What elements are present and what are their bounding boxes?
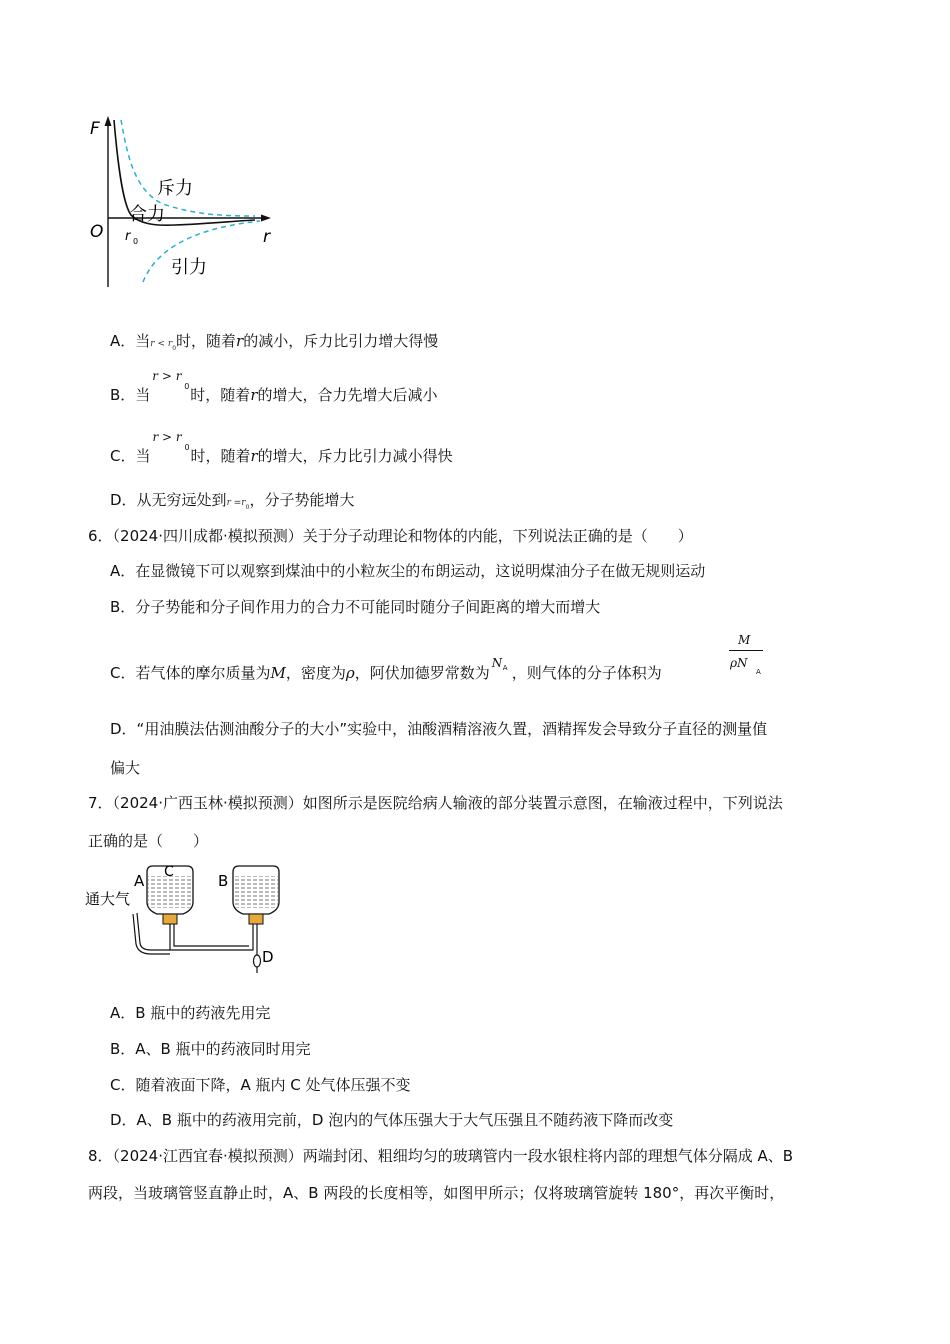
- q7-stem-line1: 7．（2024·广西玉林·模拟预测）如图所示是医院给病人输液的部分装置示意图，在输液过程中，下列说法: [88, 794, 783, 812]
- axis-r-label: r: [263, 227, 270, 247]
- label-a: A: [134, 872, 145, 890]
- axis-f-label: F: [90, 119, 100, 139]
- q6-stem: 6．（2024·四川成都·模拟预测）关于分子动理论和物体的内能，下列说法正确的是（ ）: [88, 527, 693, 545]
- origin-label: O: [90, 222, 104, 242]
- fraction-bar: [729, 650, 763, 651]
- q5-option-c: C．当 r > r 0 时，随着r的增大，斥力比引力减小得快: [110, 430, 453, 465]
- air-label: 通大气: [85, 890, 131, 908]
- net-force-label: 合力: [129, 204, 165, 225]
- q7-stem-line2: 正确的是（ ）: [88, 832, 209, 850]
- connecting-tube-inner: [174, 924, 249, 946]
- force-distance-figure: [85, 112, 285, 292]
- bottle-a-liquid: [148, 876, 192, 908]
- infusion-figure: [85, 858, 285, 973]
- y-axis-arrow: [105, 116, 112, 126]
- q8-stem-line1: 8．（2024·江西宜春·模拟预测）两端封闭、粗细均匀的玻璃管内一段水银柱将内部的理想气体分隔成 A、B: [88, 1147, 794, 1165]
- label-d: D: [262, 948, 274, 966]
- q6-option-b: B．分子势能和分子间作用力的合力不可能同时随分子间距离的增大而增大: [110, 598, 601, 616]
- bottle-b-liquid: [234, 876, 278, 908]
- q7-option-d: D．A、B 瓶中的药液用完前，D 泡内的气体压强大于大气压强且不随药液下降而改变: [110, 1111, 674, 1129]
- q7-option-c: C．随着液面下降，A 瓶内 C 处气体压强不变: [110, 1076, 411, 1094]
- repulsion-curve: [121, 120, 255, 216]
- label-b: B: [218, 872, 229, 890]
- fraction-denominator: ρN: [730, 656, 748, 670]
- q7-option-b: B．A、B 瓶中的药液同时用完: [110, 1040, 311, 1058]
- q6-option-a: A．在显微镜下可以观察到煤油中的小粒灰尘的布朗运动，这说明煤油分子在做无规则运动: [110, 562, 706, 580]
- bottle-a-cap: [163, 914, 177, 924]
- attraction-label: 引力: [171, 257, 207, 278]
- q6-fraction: [728, 630, 764, 678]
- q5-option-b: B．当 r > r 0 时，随着r的增大，合力先增大后减小: [110, 369, 438, 404]
- q5-option-a: A．当$r < r_0$时，随着r的减小，斥力比引力增大得慢: [110, 332, 439, 352]
- r0-sub-label: 0: [133, 237, 139, 246]
- label-c: C: [164, 864, 174, 880]
- q6-option-c: C．若气体的摩尔质量为M，密度为ρ，阿伏加德罗常数为 N A ，则气体的分子体积为: [110, 656, 662, 682]
- repulsion-label: 斥力: [157, 178, 193, 199]
- q6-option-d-line1: D．“用油膜法估测油酸分子的大小”实验中，油酸酒精溶液久置，酒精挥发会导致分子直径的测量值: [110, 720, 768, 738]
- q7-option-a: A．B 瓶中的药液先用完: [110, 1004, 271, 1022]
- q5-option-d: D．从无穷远处到$r =r_0$，分子势能增大: [110, 491, 355, 511]
- q8-stem-line2: 两段，当玻璃管竖直静止时，A、B 两段的长度相等，如图甲所示；仅将玻璃管旋转 180°，再次平衡时，: [88, 1184, 785, 1202]
- drip-bulb-d: [254, 955, 261, 967]
- fraction-subscript: A: [756, 668, 761, 676]
- q6-option-d-line2: 偏大: [110, 759, 141, 777]
- bottle-b-cap: [249, 914, 263, 924]
- x-axis-arrow: [261, 215, 271, 222]
- fraction-numerator: M: [738, 633, 751, 647]
- r0-label: r: [125, 229, 131, 244]
